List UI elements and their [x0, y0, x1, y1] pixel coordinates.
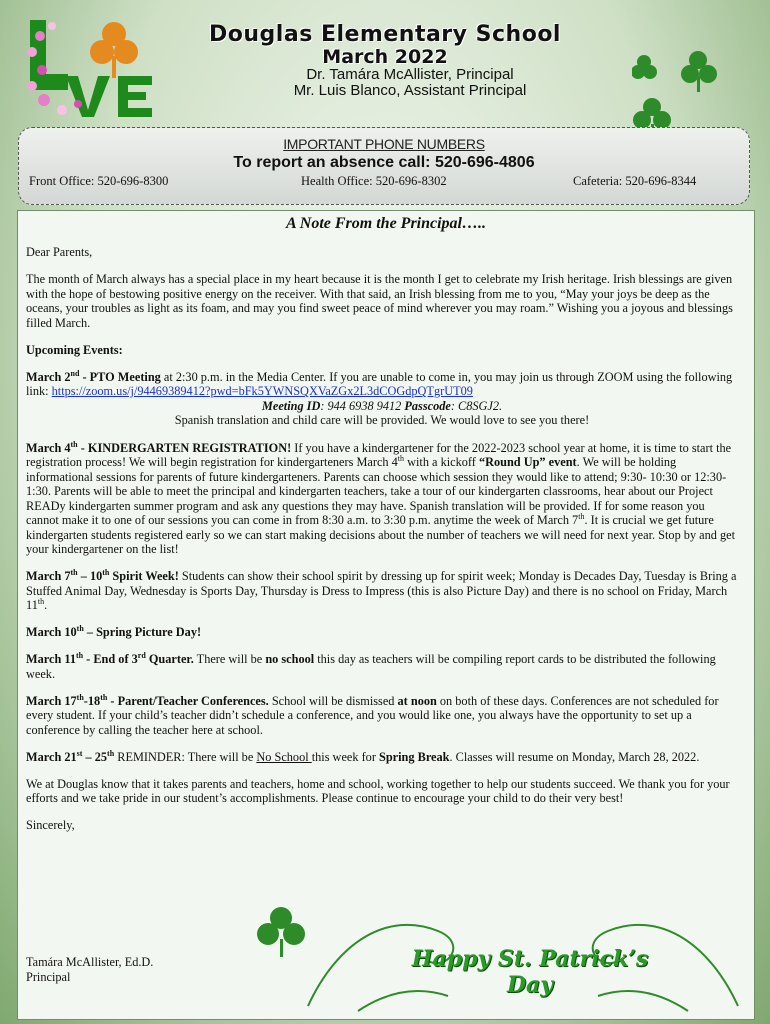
front-office-phone: Front Office: 520-696-8300 — [29, 174, 169, 188]
spring-break-event: March 21st – 25th REMINDER: There will be No School this week for Spring Break. Classes will resume on Monday, March 28, 2022. — [26, 748, 700, 764]
school-name: Douglas Elementary School — [209, 22, 561, 47]
phone-numbers-box — [18, 127, 750, 205]
upcoming-events-heading: Upcoming Events: — [26, 342, 123, 357]
greeting: Dear Parents, — [26, 245, 93, 259]
newsletter-header — [0, 0, 770, 125]
shamrock-icon — [632, 50, 722, 92]
end-of-quarter-event: March 11th - End of 3rd Quarter. There will be no school this day as teachers will be compiling report cards to be distributed the following week. — [26, 650, 716, 681]
zoom-meeting-link[interactable]: https://zoom.us/j/94469389412?pwd=bFk5YWNSQXVaZGx2L3dCOGdpQTgrUT09 — [51, 384, 473, 398]
kindergarten-registration-event: March 4th - KINDERGARTEN REGISTRATION! If you have a kindergartener for the 2022-2023 school year at home, it is time to start the registration process! We will begin registration for kindergarteners March 4th with a kickoff “Round Up” event. We will be holding informational sessions for parents of future kindergarteners. Parents can choose which session they would like to attend; 9:30- 10:30 or 12:30-1:30. Parents will be able to meet the principal and kindergarten teachers, take a tour of our kindergarten classrooms, hear about our Project READy kindergarten summer program and ask any questions they may have. Spanish translation will be provided. If for some reason you cannot make it to one of our sessions you can come in from 8:30 a.m. to 3:30 p.m. anytime the week of March 7th. It is crucial we get future kindergarten students registered early so we can start making decisions about the number of teachers we will need for next year. Stop by and get your kindergartener on the list! — [26, 439, 736, 556]
st-patricks-banner: Happy St. Patrick’s Day — [411, 946, 649, 998]
absence-phone-line: To report an absence call: 520-696-4806 — [233, 154, 535, 171]
note-body — [26, 245, 738, 845]
intro-paragraph: The month of March always has a special place in my heart because it is the month I get to celebrate my Irish heritage. Irish blessings are given with the hope of bestowing positive energy on the receiver. With that said, an Irish blessing from me to you, “May your joys be deep as the oceans, your troubles as light as its foam, and may you find sweet peace of mind wherever you may roam.” Wishing you a joyous and blessings filled March. — [26, 272, 733, 330]
principal-note-panel — [17, 210, 755, 1020]
phone-numbers-heading: IMPORTANT PHONE NUMBERS — [283, 136, 485, 152]
closing-paragraph: We at Douglas know that it takes parents and teachers, home and school, working together to help our students succeed. We thank you for your efforts and we take pride in our student’s accomplishments. Please continue to encourage your child to do their very best! — [26, 776, 730, 805]
health-office-phone: Health Office: 520-696-8302 — [301, 174, 447, 188]
pto-meeting-event: March 2nd - PTO Meeting at 2:30 p.m. in the Media Center. If you are unable to come in, you may join us through ZOOM using the following link: https://zoom.us/j/94469389412?pwd=bFk5YWNSQXVaZGx2L3dCOGdpQTgrUT09 Meeting ID: 944 6938 9412 Passcode: C8SGJ2. Spanish translation and child care will be provided. We would love to see you there! — [26, 368, 733, 427]
signature-block — [26, 955, 153, 985]
newsletter-month: March 2022 — [322, 46, 448, 68]
signer-name: Tamára McAllister, Ed.D. — [26, 955, 154, 969]
picture-day-event: March 10th – Spring Picture Day! — [26, 623, 202, 639]
sincerely: Sincerely, — [26, 818, 75, 832]
spirit-week-event: March 7th – 10th Spirit Week! Students can show their school spirit by dressing up for spirit week; Monday is Decades Day, Tuesday is Bring a Stuffed Animal Day, Wednesday is Sports Day, Thursday is Dress to Impress (this is also Picture Day) and there is no school on Friday, March 11th. — [26, 567, 737, 612]
signer-title: Principal — [26, 970, 71, 984]
note-title: A Note From the Principal….. — [285, 215, 486, 232]
conferences-event: March 17th-18th - Parent/Teacher Conferences. School will be dismissed at noon on both of these days. Conferences are not scheduled for every student. If your child’s teacher didn’t schedule a conference, and you would like one, you always have the opportunity to set up a conference by calling the teacher here at school. — [26, 692, 719, 737]
cafeteria-phone: Cafeteria: 520-696-8344 — [573, 174, 697, 188]
principal-name: Dr. Tamára McAllister, Principal — [306, 66, 514, 83]
assistant-principal-name: Mr. Luis Blanco, Assistant Principal — [293, 82, 527, 99]
